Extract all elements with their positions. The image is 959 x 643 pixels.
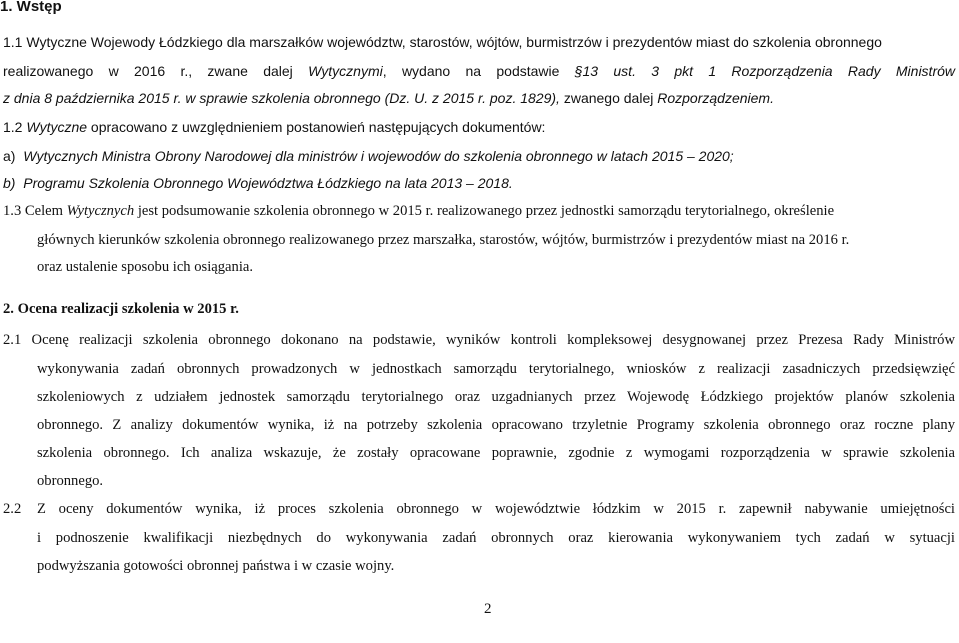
paragraph-2-1-line-5: szkolenia obronnego. Ich analiza wskazuje, że zostały opracowane poprawnie, zgodnie z wymogami rozporządzenia w sprawie szkolenia [37,445,955,461]
defined-term: Wytyczne [26,119,88,135]
paragraph-2-2-line-1: Z oceny dokumentów wynika, iż proces szkolenia obronnego w województwie łódzkim w 2015 r. zapewnił nabywanie umiejętności [37,501,955,517]
paragraph-2-1-line-1 [3,331,955,349]
defined-term: Wytycznymi [308,63,383,79]
section-heading-2: 2. Ocena realizacji szkolenia w 2015 r. [3,301,239,317]
paragraph-2-2-line-2: i podnoszenie kwalifikacji niezbędnych do wykonywania zadań obronnych oraz kierowania wykonywaniem tych zadań w sytuacji [37,530,955,546]
paragraph-1-1-line-2 [3,62,955,80]
defined-term: Rozporządzeniem. [657,90,774,106]
text-span: opracowano z uwzględnieniem postanowień następujących dokumentów: [87,119,546,135]
text-span: realizowanego w 2016 r., zwane dalej [3,63,309,79]
text-span: zwanego dalej [559,90,658,106]
list-item-a [3,147,734,165]
paragraph-number: 1.1 [3,34,23,50]
paragraph-number: 1.2 [3,119,23,135]
text-span: Celem [24,203,67,219]
section-heading-1: 1. Wstęp [0,0,62,15]
list-marker: b) [3,175,16,191]
paragraph-2-1-line-2: wykonywania zadań obronnych prowadzonych w jednostkach samorządu terytorialnego, wniosków z realizacji zasadniczych przedsięwzięć [37,361,955,377]
paragraph-1-3-line-2: głównych kierunków szkolenia obronnego realizowanego przez marszałka, starostów, wójtów, burmistrzów i prezydentów miast na 2016 r. [37,232,850,248]
paragraph-1-3-line-1 [3,202,834,220]
list-marker: a) [3,148,16,164]
list-item-b [3,174,513,192]
paragraph-number: 1.3 [3,203,22,219]
text-span: Ocenę realizacji szkolenia obronnego dokonano na podstawie, wyników kontroli kompleksowej desygnowanej przez Prezesa Rady Ministrów [31,332,955,348]
text-span: jest podsumowanie szkolenia obronnego w 2015 r. realizowanego przez jednostki samorządu terytorialnego, określenie [134,203,835,219]
paragraph-1-2-line-1 [3,118,545,136]
list-item-text: Wytycznych Ministra Obrony Narodowej dla ministrów i wojewodów do szkolenia obronnego w latach 2015 – 2020; [23,148,734,164]
paragraph-number-2-2: 2.2 [3,501,22,517]
paragraph-text: Wytyczne Wojewody Łódzkiego dla marszałków województw, starostów, wójtów, burmistrzów i prezydentów miast do szkolenia obronnego [26,34,882,50]
defined-term: Wytycznych [66,203,135,219]
page-number: 2 [484,601,492,617]
list-item-text: Programu Szkolenia Obronnego Województwa Łódzkiego na lata 2013 – 2018. [23,175,513,191]
paragraph-2-1-line-4: obronnego. Z analizy dokumentów wynika, iż na potrzeby szkolenia opracowano trzyletnie Programy szkolenia obronnego oraz roczne plany [37,417,955,433]
paragraph-2-2-line-3: podwyższania gotowości obronnej państwa i w czasie wojny. [37,558,395,574]
paragraph-2-1-line-6: obronnego. [37,473,104,489]
legal-reference: z dnia 8 października 2015 r. w sprawie szkolenia obronnego (Dz. U. z 2015 r. poz. 1829), [3,90,560,106]
paragraph-1-1-line-1 [3,33,882,51]
paragraph-number: 2.1 [3,332,22,348]
legal-reference: §13 ust. 3 pkt 1 Rozporządzenia Rady Ministrów [574,63,956,79]
paragraph-1-3-line-3: oraz ustalenie sposobu ich osiągania. [37,259,254,275]
paragraph-2-1-line-3: szkoleniowych z udziałem jednostek samorządu terytorialnego oraz uzgadnianych przez Wojewodę Łódzkiego projektów planów szkolenia [37,389,955,405]
text-span: , wydano na podstawie [382,63,575,79]
paragraph-1-1-line-3 [3,89,774,107]
